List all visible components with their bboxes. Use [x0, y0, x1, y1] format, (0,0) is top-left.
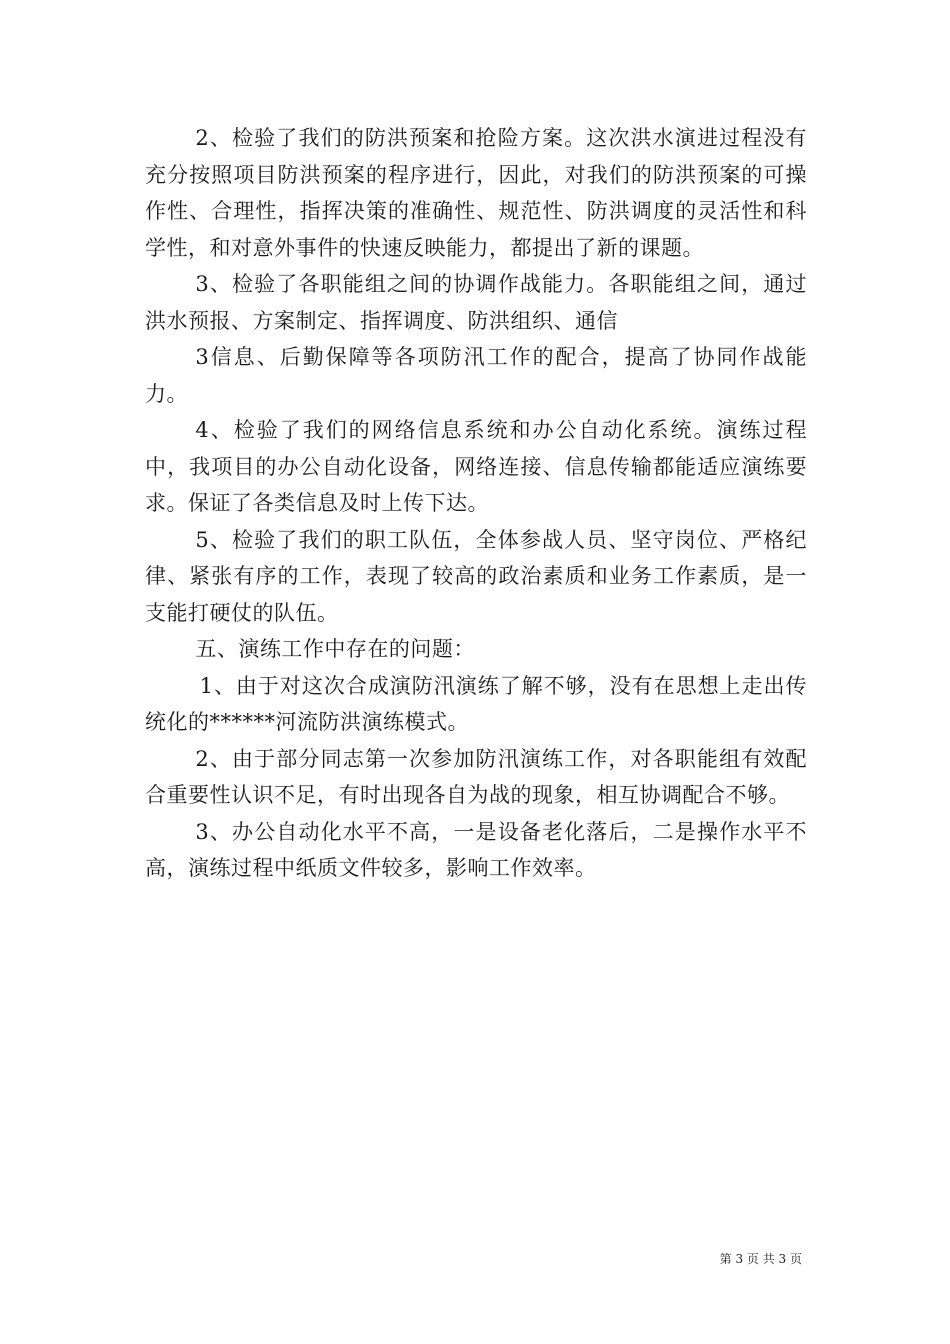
page-number-footer: 第 3 页 共 3 页	[719, 1252, 802, 1266]
problem-item-3: 3、办公自动化水平不高，一是设备老化落后，二是操作水平不高，演练过程中纸质文件较多，影响工作效率。	[145, 819, 807, 880]
problem-item-1: 1、由于对这次合成演防汛演练了解不够，没有在思想上走出传统化的******河流防洪演练模式。	[145, 673, 807, 734]
document-body	[145, 120, 807, 887]
paragraph-continuation: 3信息、后勤保障等各项防汛工作的配合，提高了协同作战能力。	[145, 345, 807, 406]
paragraph-item-4: 4、检验了我们的网络信息系统和办公自动化系统。演练过程中，我项目的办公自动化设备，网络连接、信息传输都能适应演练要求。保证了各类信息及时上传下达。	[145, 418, 807, 515]
paragraph-item-3: 3、检验了各职能组之间的协调作战能力。各职能组之间，通过洪水预报、方案制定、指挥调度、防洪组织、通信	[145, 272, 807, 333]
section-heading-problems: 五、演练工作中存在的问题：	[195, 637, 475, 661]
paragraph-item-5: 5、检验了我们的职工队伍，全体参战人员、坚守岗位、严格纪律、紧张有序的工作，表现了较高的政治素质和业务工作素质，是一支能打硬仗的队伍。	[145, 527, 807, 625]
paragraph-item-2: 2、检验了我们的防洪预案和抢险方案。这次洪水演进过程没有充分按照项目防洪预案的程序进行，因此，对我们的防洪预案的可操作性、合理性，指挥决策的准确性、规范性、防洪调度的灵活性和科学性，和对意外事件的快速反映能力，都提出了新的课题。	[145, 126, 807, 260]
problem-item-2: 2、由于部分同志第一次参加防汛演练工作，对各职能组有效配合重要性认识不足，有时出现各自为战的现象，相互协调配合不够。	[145, 746, 807, 807]
